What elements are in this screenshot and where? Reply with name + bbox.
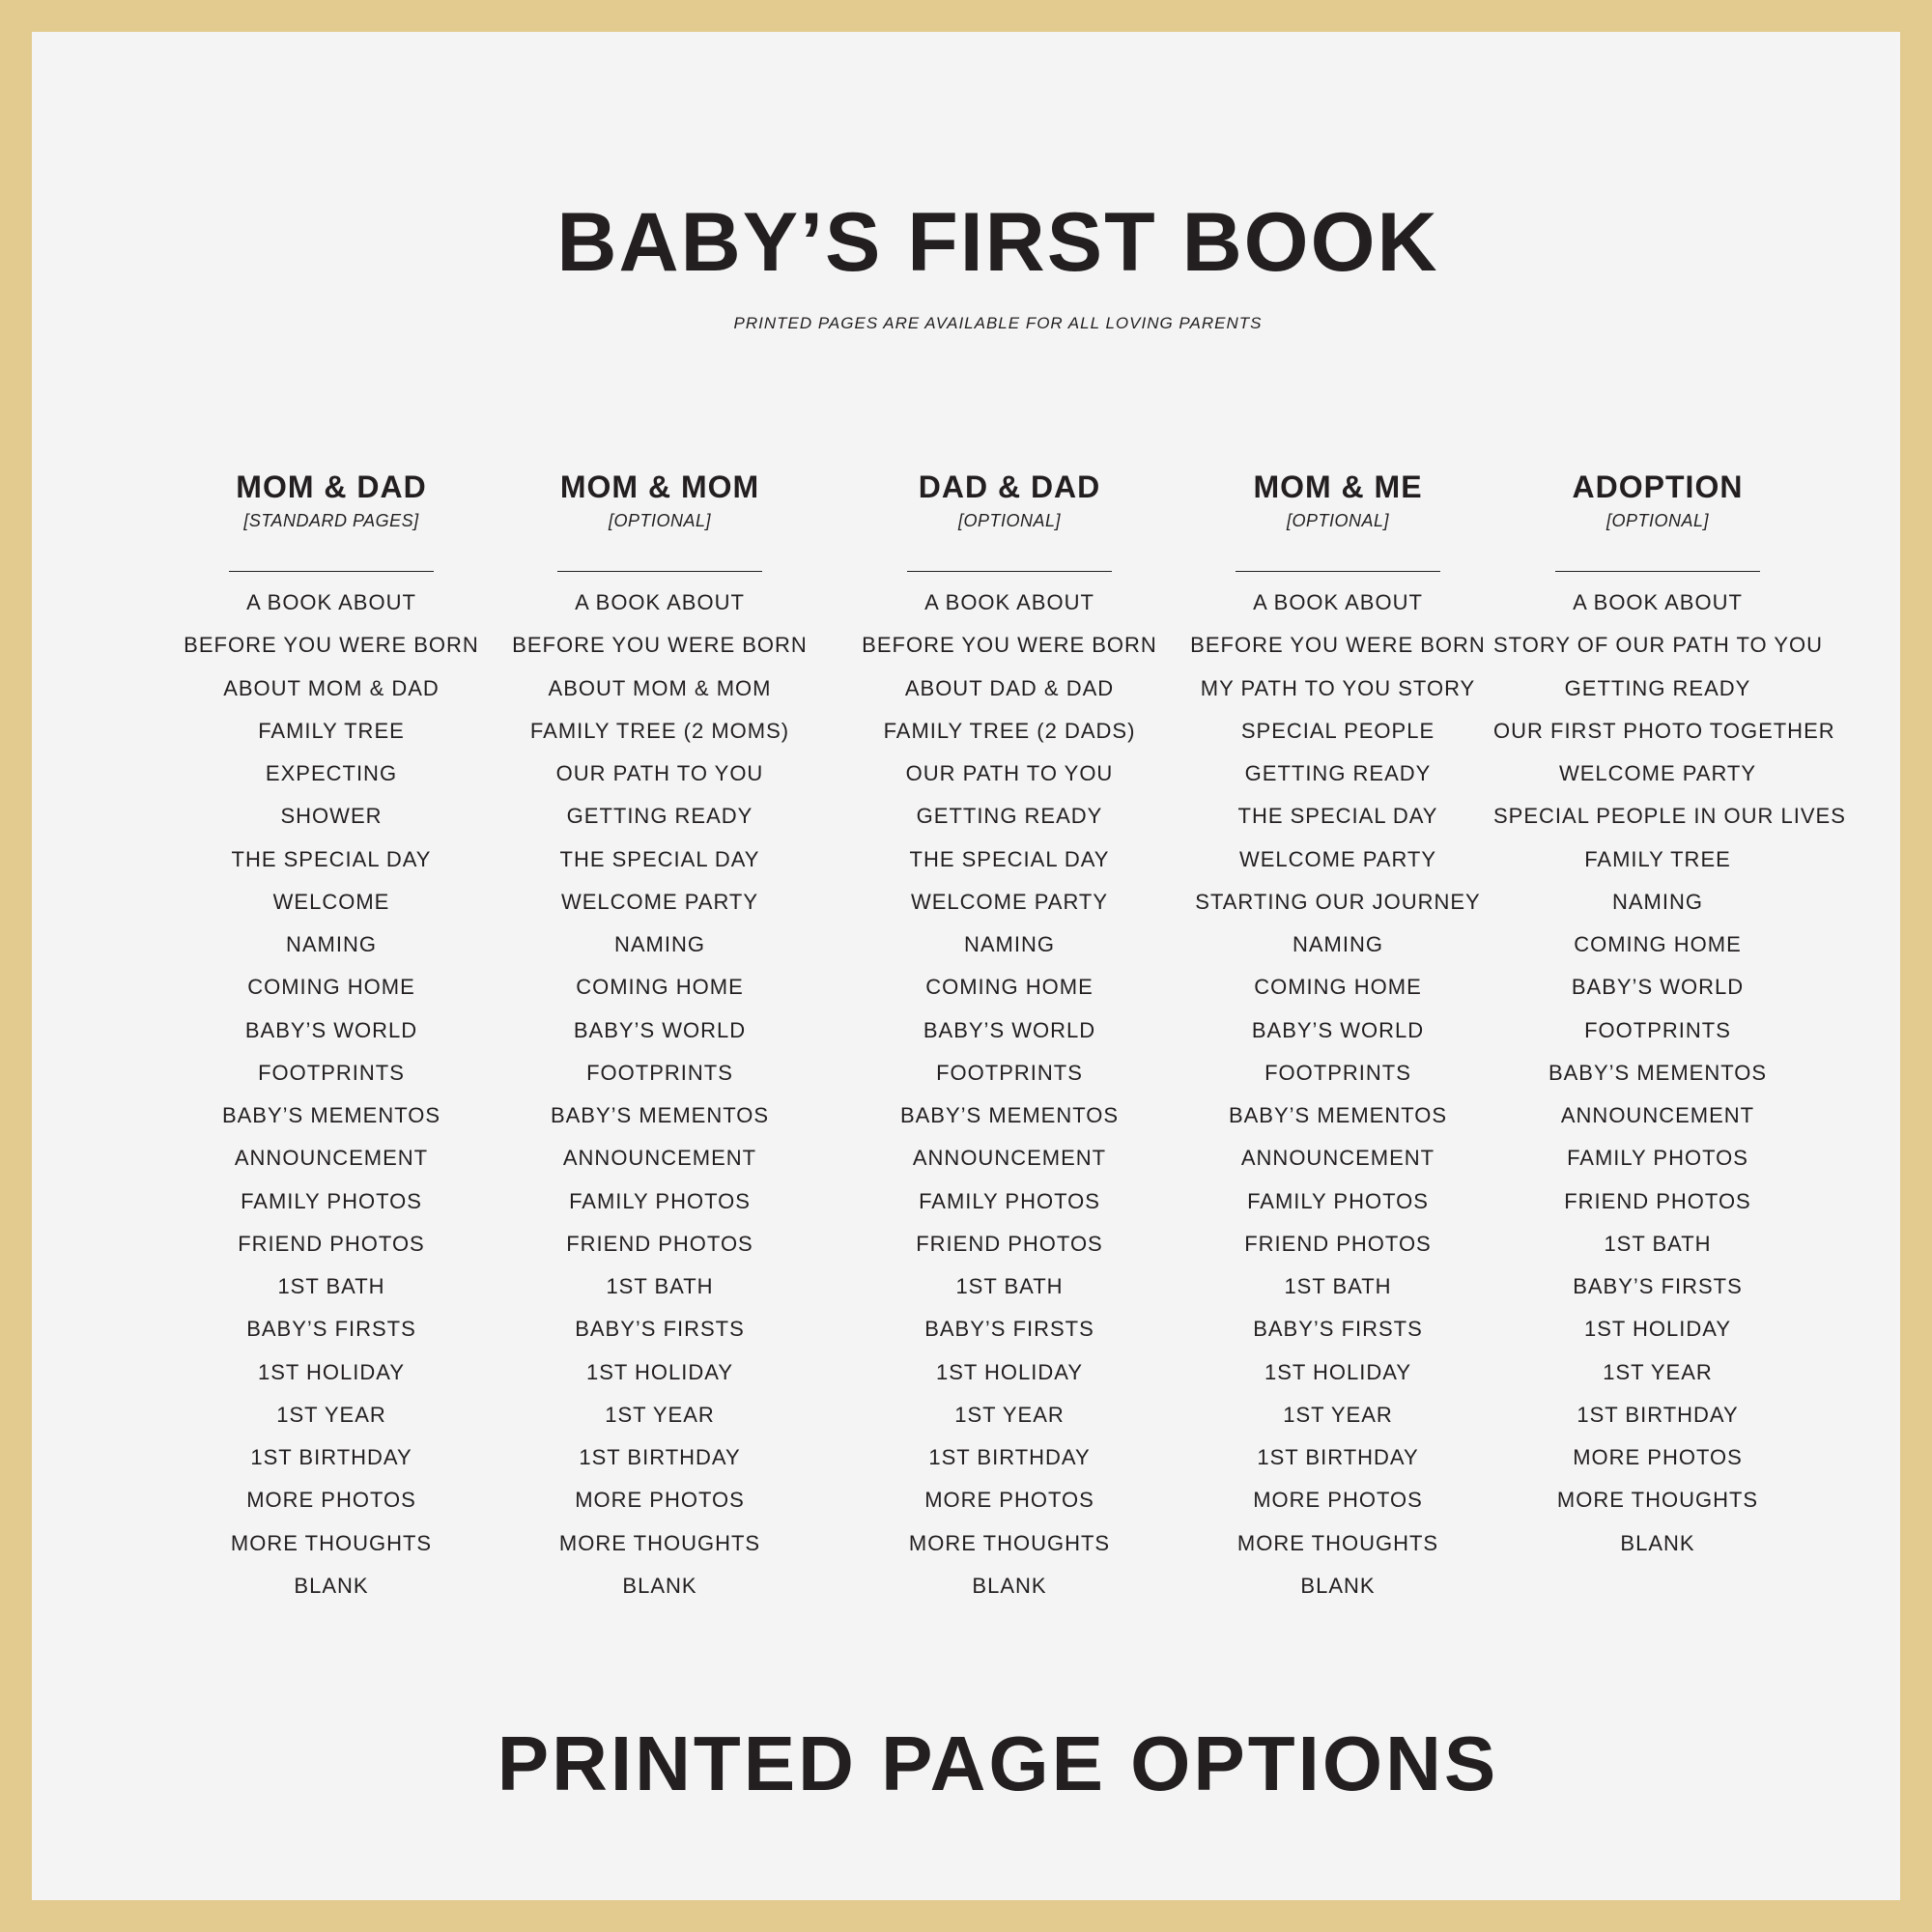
page-list-item: 1ST YEAR: [1603, 1359, 1713, 1384]
page-list-item: GETTING READY: [916, 804, 1103, 829]
page-list-item: GETTING READY: [566, 804, 753, 829]
page-list-item: FRIEND PHOTOS: [1564, 1188, 1751, 1213]
column-dad-and-dad: [845, 468, 1174, 1607]
page-list-item: BABY’S MEMENTOS: [221, 1103, 441, 1127]
page-list-item: FAMILY TREE (2 DADS): [883, 718, 1136, 743]
page-list-item: COMING HOME: [247, 975, 415, 1000]
page-list-item: WELCOME PARTY: [1558, 761, 1757, 785]
page-list-item: COMING HOME: [1254, 975, 1422, 1000]
page-list-item: BABY’S WORLD: [923, 1017, 1096, 1042]
page-list-item: THE SPECIAL DAY: [231, 846, 432, 871]
page-list-item: 1ST BIRTHDAY: [250, 1445, 412, 1469]
page-list-item: COMING HOME: [925, 975, 1094, 1000]
column-mom-and-me: [1174, 468, 1502, 1607]
page-list-item: GETTING READY: [1244, 761, 1432, 785]
page-list-item: STORY OF OUR PATH TO YOU: [1493, 633, 1824, 658]
page-list-item: OUR PATH TO YOU: [905, 761, 1114, 785]
page-list-item: FOOTPRINTS: [258, 1060, 405, 1085]
column-adoption: [1493, 468, 1846, 1565]
page-list-item: THE SPECIAL DAY: [909, 846, 1110, 871]
page-list-item: NAMING: [1293, 932, 1383, 956]
page-list-item: BABY’S FIRSTS: [924, 1317, 1094, 1342]
page-list-item: BABY’S FIRSTS: [1253, 1317, 1423, 1342]
page-list-item: 1ST BIRTHDAY: [928, 1445, 1091, 1469]
page-list: [845, 582, 1174, 1607]
footer-title: PRINTED PAGE OPTIONS: [497, 1720, 1499, 1806]
page-subtitle: PRINTED PAGES ARE AVAILABLE FOR ALL LOVING PARENTS: [733, 314, 1263, 332]
page-list-item: BLANK: [294, 1573, 369, 1598]
page-list-item: ANNOUNCEMENT: [234, 1146, 429, 1171]
page-list-item: 1ST BIRTHDAY: [1577, 1402, 1739, 1427]
page-list-item: 1ST HOLIDAY: [257, 1359, 405, 1384]
page-list-item: BABY’S MEMENTOS: [1228, 1103, 1448, 1127]
page-list-item: BABY’S WORLD: [573, 1017, 747, 1042]
page-list-item: BABY’S FIRSTS: [246, 1317, 416, 1342]
page-list-item: MORE PHOTOS: [1573, 1445, 1743, 1469]
column-heading: MOM & DAD: [236, 469, 427, 504]
page-list-item: WELCOME PARTY: [910, 889, 1109, 914]
page-list-item: FOOTPRINTS: [1264, 1060, 1411, 1085]
page-list-item: OUR PATH TO YOU: [555, 761, 764, 785]
page-list-item: MORE PHOTOS: [246, 1488, 416, 1513]
page-list-item: BLANK: [972, 1573, 1047, 1598]
page-list-item: A BOOK ABOUT: [1573, 590, 1743, 614]
page-list-item: ANNOUNCEMENT: [1240, 1146, 1435, 1171]
page-list: [167, 582, 496, 1607]
page-list-item: MORE THOUGHTS: [908, 1530, 1111, 1555]
page-list-item: 1ST HOLIDAY: [1264, 1359, 1411, 1384]
page-list-item: BLANK: [1300, 1573, 1376, 1598]
page-list-item: FRIEND PHOTOS: [916, 1231, 1103, 1256]
page-list-item: MORE THOUGHTS: [1556, 1488, 1759, 1513]
column-mom-and-mom: [496, 468, 824, 1607]
page-list-item: 1ST BATH: [1284, 1274, 1392, 1298]
page-list-item: BABY’S FIRSTS: [1573, 1274, 1743, 1298]
page-list-item: FAMILY PHOTOS: [1247, 1188, 1429, 1213]
page-list-item: 1ST BATH: [606, 1274, 714, 1298]
page-list-item: 1ST HOLIDAY: [935, 1359, 1083, 1384]
column-mom-and-dad: [167, 468, 496, 1607]
page-list-item: OUR FIRST PHOTO TOGETHER: [1493, 718, 1835, 743]
page-list-item: NAMING: [1612, 889, 1703, 914]
page-list-item: WELCOME: [272, 889, 390, 914]
page-list-item: 1ST YEAR: [1283, 1402, 1393, 1427]
page-list-item: 1ST YEAR: [605, 1402, 715, 1427]
page-list-item: 1ST HOLIDAY: [585, 1359, 733, 1384]
page-list-item: ANNOUNCEMENT: [1560, 1103, 1755, 1127]
column-heading: MOM & MOM: [559, 469, 760, 504]
page-list: [1493, 582, 1846, 1565]
page-list-item: 1ST YEAR: [276, 1402, 386, 1427]
page-list-item: NAMING: [286, 932, 377, 956]
page-list-item: BABY’S WORLD: [1251, 1017, 1425, 1042]
page-list-item: EXPECTING: [265, 761, 398, 785]
page-list-item: MORE PHOTOS: [1253, 1488, 1423, 1513]
page-list-item: BEFORE YOU WERE BORN: [512, 633, 808, 658]
page-list-item: 1ST YEAR: [954, 1402, 1065, 1427]
page-list-item: FOOTPRINTS: [936, 1060, 1083, 1085]
page-list-item: BABY’S MEMENTOS: [1548, 1060, 1768, 1085]
page-list-item: BEFORE YOU WERE BORN: [862, 633, 1157, 658]
page-list-item: MORE THOUGHTS: [1236, 1530, 1439, 1555]
page-list-item: MORE THOUGHTS: [558, 1530, 761, 1555]
page-list-item: BLANK: [622, 1573, 697, 1598]
page-list-item: STARTING OUR JOURNEY: [1195, 889, 1481, 914]
page-list-item: ANNOUNCEMENT: [912, 1146, 1107, 1171]
column-heading: DAD & DAD: [918, 469, 1101, 504]
page-list-item: BABY’S FIRSTS: [575, 1317, 745, 1342]
column-heading: ADOPTION: [1572, 469, 1744, 504]
page-list-item: ABOUT MOM & MOM: [548, 675, 772, 700]
page-list-item: FRIEND PHOTOS: [238, 1231, 425, 1256]
column-note: [STANDARD PAGES]: [243, 511, 419, 530]
page-list-item: COMING HOME: [576, 975, 744, 1000]
page-list-item: SHOWER: [280, 804, 383, 829]
page-list-item: THE SPECIAL DAY: [559, 846, 760, 871]
page-title: BABY’S FIRST BOOK: [556, 196, 1439, 289]
page-list-item: BLANK: [1620, 1530, 1695, 1555]
page-list-item: MORE PHOTOS: [575, 1488, 745, 1513]
page-list-item: MORE THOUGHTS: [230, 1530, 433, 1555]
column-note: [OPTIONAL]: [1605, 511, 1710, 530]
page-list-item: WELCOME PARTY: [1238, 846, 1437, 871]
page-list-item: 1ST BIRTHDAY: [1257, 1445, 1419, 1469]
page-list-item: MY PATH TO YOU STORY: [1200, 675, 1476, 700]
page-list-item: 1ST HOLIDAY: [1583, 1317, 1731, 1342]
page-list-item: MORE PHOTOS: [924, 1488, 1094, 1513]
page-list-item: FOOTPRINTS: [586, 1060, 733, 1085]
page-list-item: BABY’S MEMENTOS: [899, 1103, 1120, 1127]
column-divider: [1236, 571, 1440, 572]
page-list-item: 1ST BATH: [1604, 1231, 1712, 1256]
page-list-item: 1ST BATH: [277, 1274, 385, 1298]
page-list-item: BEFORE YOU WERE BORN: [1190, 633, 1486, 658]
page-list-item: FRIEND PHOTOS: [566, 1231, 753, 1256]
page-list: [496, 582, 824, 1607]
page-list-item: FAMILY TREE: [258, 718, 405, 743]
page-list-item: WELCOME PARTY: [560, 889, 759, 914]
page-list-item: BEFORE YOU WERE BORN: [184, 633, 479, 658]
column-note: [OPTIONAL]: [1286, 511, 1390, 530]
page-list-item: 1ST BATH: [955, 1274, 1064, 1298]
page-list-item: THE SPECIAL DAY: [1237, 804, 1438, 829]
column-note: [OPTIONAL]: [608, 511, 712, 530]
page-list-item: A BOOK ABOUT: [1253, 590, 1423, 614]
page-list-item: SPECIAL PEOPLE: [1240, 718, 1435, 743]
page-list-item: FAMILY TREE: [1584, 846, 1731, 871]
column-divider: [1555, 571, 1760, 572]
page-list-item: A BOOK ABOUT: [924, 590, 1094, 614]
column-divider: [229, 571, 434, 572]
page-list-item: ABOUT DAD & DAD: [904, 675, 1115, 700]
page-list-item: COMING HOME: [1574, 932, 1742, 956]
page-list-item: FAMILY PHOTOS: [569, 1188, 751, 1213]
page-list-item: BABY’S WORLD: [1571, 975, 1745, 1000]
page-list-item: FOOTPRINTS: [1584, 1017, 1731, 1042]
column-divider: [907, 571, 1112, 572]
page-list-item: FAMILY PHOTOS: [1567, 1146, 1748, 1171]
page-list-item: GETTING READY: [1564, 675, 1751, 700]
page-list-item: A BOOK ABOUT: [246, 590, 416, 614]
page-list-item: FAMILY TREE (2 MOMS): [529, 718, 790, 743]
page-list-item: ABOUT MOM & DAD: [223, 675, 440, 700]
page-list-item: A BOOK ABOUT: [575, 590, 745, 614]
page-list-item: NAMING: [964, 932, 1055, 956]
column-note: [OPTIONAL]: [957, 511, 1062, 530]
column-divider: [557, 571, 762, 572]
page-list-item: ANNOUNCEMENT: [562, 1146, 757, 1171]
page-list-item: FAMILY PHOTOS: [241, 1188, 422, 1213]
column-heading: MOM & ME: [1253, 469, 1423, 504]
page-list-item: FRIEND PHOTOS: [1244, 1231, 1432, 1256]
page-list-item: SPECIAL PEOPLE IN OUR LIVES: [1493, 804, 1846, 829]
page-list-item: NAMING: [614, 932, 705, 956]
page-list-item: FAMILY PHOTOS: [919, 1188, 1100, 1213]
page-list-item: 1ST BIRTHDAY: [579, 1445, 741, 1469]
page-list-item: BABY’S MEMENTOS: [550, 1103, 770, 1127]
page-list-item: BABY’S WORLD: [244, 1017, 418, 1042]
page-list: [1174, 582, 1502, 1607]
